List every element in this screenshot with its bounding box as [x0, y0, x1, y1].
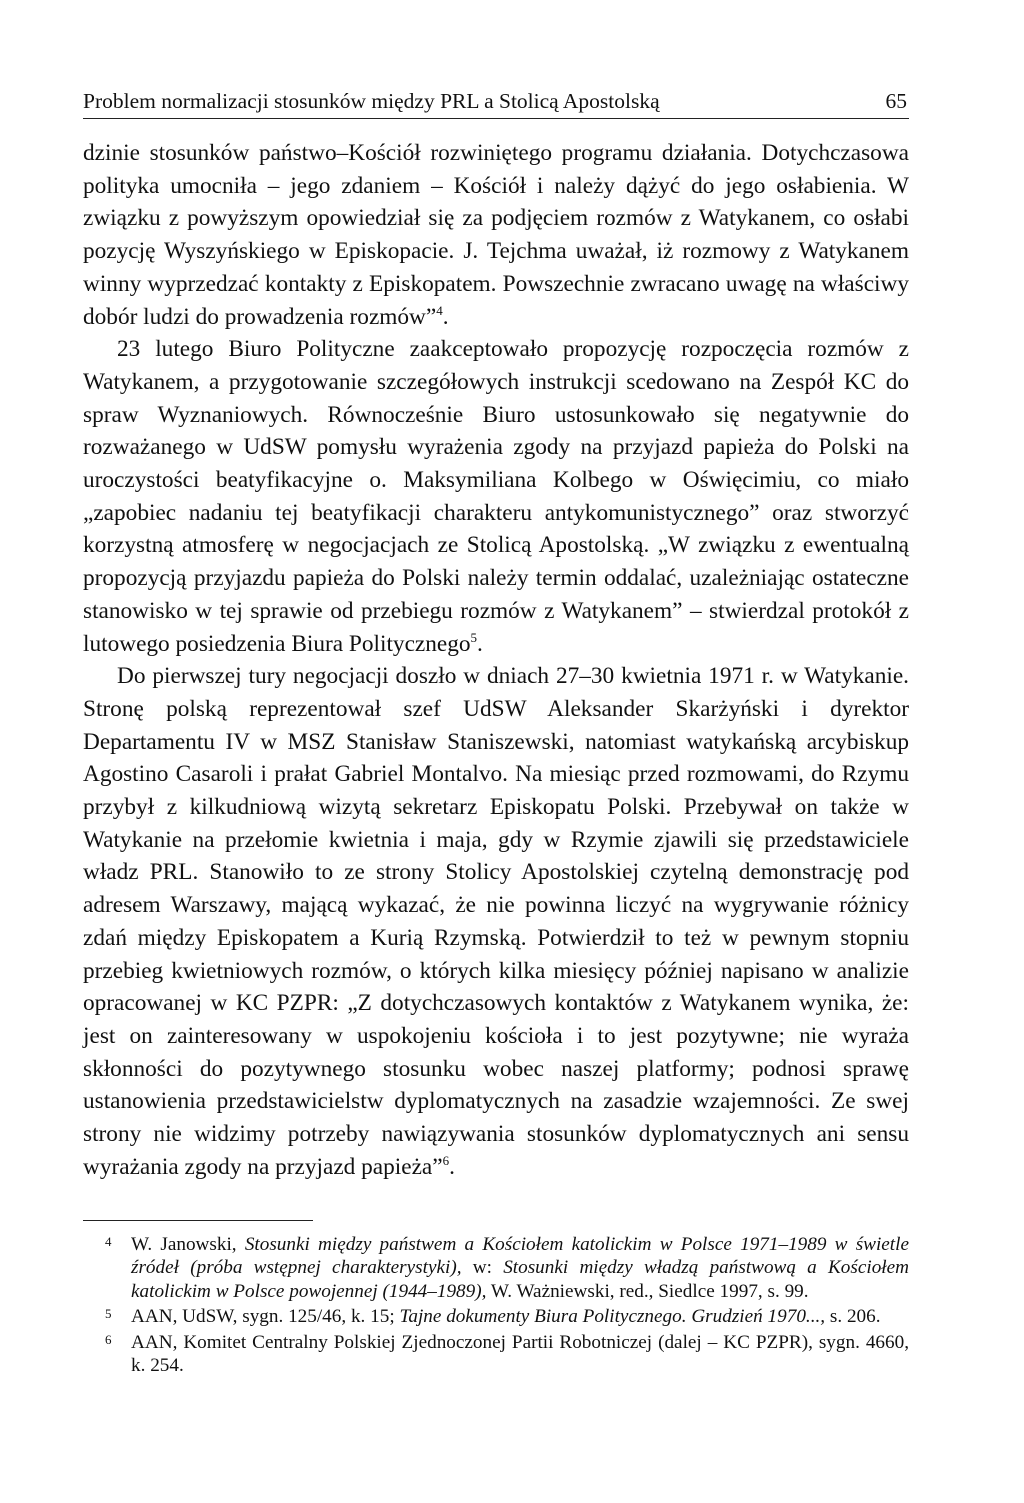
footnotes — [83, 1233, 909, 1378]
footnote-number: 4 — [105, 1233, 112, 1249]
footnote-text: AAN, Komitet Centralny Polskiej Zjednoczonej Partii Robotniczej (dalej – KC PZPR), sygn. 4660, k. 254. — [131, 1331, 909, 1376]
paragraph-3 — [83, 660, 909, 1183]
page-number: 65 — [885, 89, 907, 113]
paragraph-text: 23 lutego Biuro Polityczne zaakceptowało propozycję rozpoczęcia rozmów z Watykanem, a przygotowanie szczegółowych instrukcji scedowano na Zespół KC do spraw Wyznaniowych. Równocześnie Biuro ustosunkowało się negatywnie do rozważanego w UdSW pomysłu wyrażenia zgody na przyjazd papieża do Polski na uroczystości beatyfikacyjne o. Maksymiliana Kolbego w Oświęcimiu, co miało „zapobiec nadaniu tej beatyfikacji charakteru antykomunistycznego” oraz stworzyć korzystną atmosferę w negocjacjach ze Stolicą Apostolską. „W związku z ewentualną propozycją przyjazdu papieża do Polski należy termin oddalać, uzależniając ostateczne stanowisko w tej sprawie od przebiegu rozmów z Watykanem” – stwierdzal protokół z lutowego posiedzenia Biura Politycznego — [83, 336, 909, 657]
footnote-5 — [83, 1305, 909, 1329]
footnote-italic-title: Stosunki między państwem a Kościołem katolickim w Polsce 1971–1989 w świetle źródeł (próba wstępnej charakterystyki), — [131, 1233, 909, 1278]
footnote-number: 5 — [105, 1306, 112, 1321]
footnote-divider — [83, 1220, 313, 1221]
footnote-text: W. Janowski, — [131, 1233, 245, 1255]
paragraph-text: dzinie stosunków państwo–Kościół rozwiniętego programu działania. Dotychczasowa polityka umocniła – jego zdaniem – Kościół i należy dążyć do jego osłabienia. W związku z powyższym opowiedział się za podjęciem rozmów z Watykanem, co osłabi pozycję Wyszyńskiego w Episkopacie. J. Tejchma uważał, iż rozmowy z Watykanem winny wyprzedzać kontakty z Episkopatem. Powszechnie zwracano uwagę na właściwy dobór ludzi do prowadzenia rozmów” — [83, 140, 909, 330]
paragraph-text: Do pierwszej tury negocjacji doszło w dniach 27–30 kwietnia 1971 r. w Watykanie. Stronę polską reprezentował szef UdSW Aleksander Skarżyński i dyrektor Departamentu IV w MSZ Stanisław Staniszewski, natomiast watykańską arcybiskup Agostino Casaroli i prałat Gabriel Montalvo. Na miesiąc przed rozmowami, do Rzymu przybył z kilkudniową wizytą sekretarz Episkopatu Polski. Przebywał on także w Watykanie na przełomie kwietnia i maja, gdy w Rzymie zjawili się przedstawiciele władz PRL. Stanowiło to ze strony Stolicy Apostolskiej czytelną demonstrację pod adresem Warszawy, mającą wykazać, że nie powinna liczyć na wygrywanie różnicy zdań między Episkopatem a Kurią Rzymską. Potwierdził to też w pewnym stopniu przebieg kwietniowych rozmów, o których kilka miesięcy później napisano w analizie opracowanej w KC PZPR: „Z dotychczasowych kontaktów z Watykanem wynika, że: jest on zainteresowany w uspokojeniu kościoła i to jest pozytywne; nie wyraża skłonności do pozytywnego stosunku wobec naszej platformy; podnosi sprawę ustanowienia przedstawicielstw dyplomatycznych na zasadzie wzajemności. Ze swej strony nie widzimy potrzeby nawiązywania stosunków dyplomatycznych ani sensu wyrażania zgody na przyjazd papieża” — [83, 663, 909, 1180]
body-text — [83, 137, 909, 1184]
footnote-6 — [83, 1331, 909, 1378]
paragraph-2 — [83, 333, 909, 660]
footnote-4 — [83, 1233, 909, 1304]
paragraph-1 — [83, 137, 909, 333]
running-header — [83, 84, 909, 119]
document-page — [83, 84, 909, 1380]
paragraph-end: . — [442, 303, 449, 330]
paragraph-end: . — [477, 630, 483, 657]
footnote-text: w: — [461, 1257, 504, 1278]
footnote-text: s. 206. — [825, 1306, 881, 1327]
paragraph-end: . — [449, 1153, 455, 1180]
footnote-ref[interactable]: 4 — [436, 302, 443, 318]
running-title: Problem normalizacji stosunków między PRL a Stolicą Apostolską — [83, 89, 660, 113]
footnote-italic-title: Stosunki między władzą państwową a Kościołem katolickim w Polsce powojennej (1944–1989), — [131, 1257, 910, 1302]
footnote-number: 6 — [105, 1331, 112, 1347]
footnote-text: AAN, UdSW, sygn. 125/46, k. 15; — [131, 1306, 400, 1327]
footnote-italic-title: Tajne dokumenty Biura Politycznego. Grudzień 1970..., — [399, 1306, 826, 1327]
footnote-ref[interactable]: 6 — [442, 1153, 450, 1169]
footnote-text: W. Ważniewski, red., Siedlce 1997, s. 99. — [486, 1280, 809, 1302]
footnote-ref[interactable]: 5 — [470, 629, 478, 645]
